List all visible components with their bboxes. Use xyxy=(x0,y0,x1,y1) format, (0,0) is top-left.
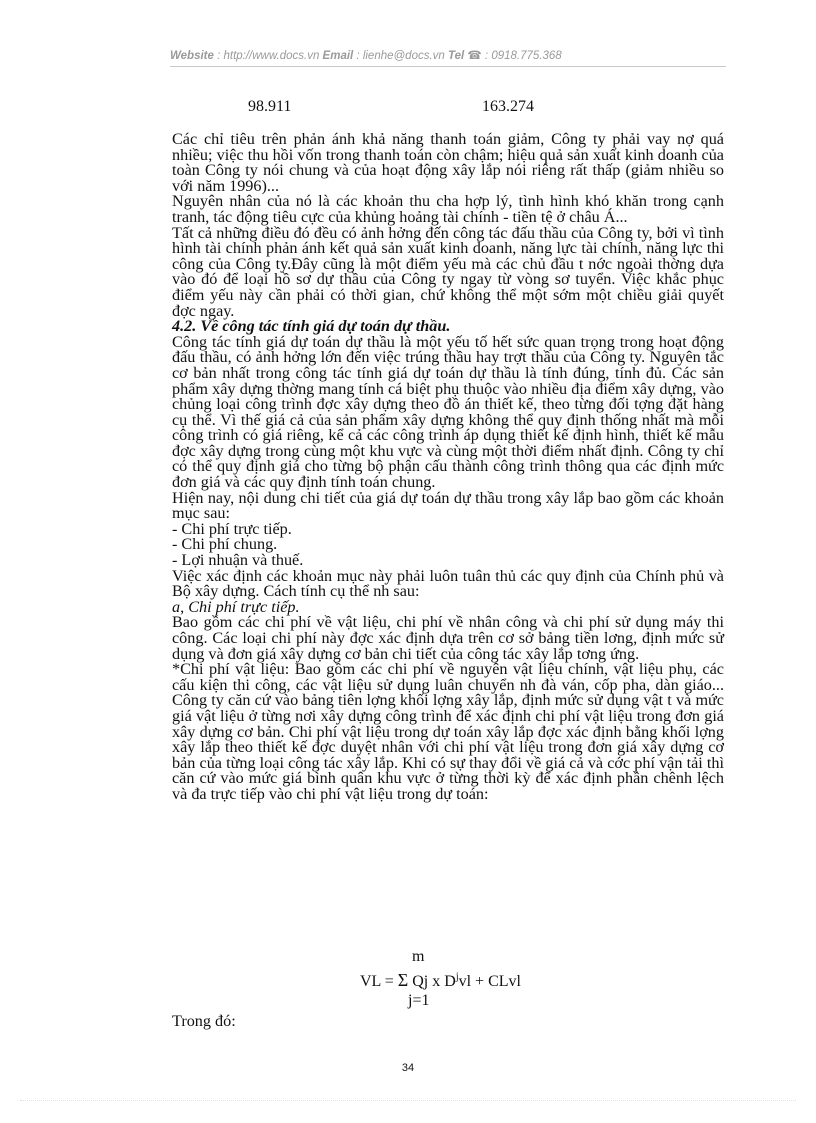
formula-term: Qj x D xyxy=(408,973,456,990)
formula-lower-limit: j=1 xyxy=(408,992,430,1009)
value-right: 163.274 xyxy=(482,98,534,115)
formula xyxy=(360,948,620,1018)
formula-main xyxy=(360,970,521,991)
paragraph: Việc xác định các khoản mục này phải luôn tuân thủ các quy định của Chính phủ và Bộ xây dựng. Cách tính cụ thể nh sau: xyxy=(172,566,724,601)
paragraph: Tất cả những điều đó đều có ảnh hởng đến công tác đấu thầu của Công ty, bởi vì tình hình tài chính phản ánh kết quả sản xuất kinh doanh, năng lực tài chính, năng lực thi công của Công ty.Đây cũng là một điểm yếu mà các chủ đầu t nớc ngoài thờng dựa vào đó để loại hồ sơ dự thầu của Công ty ngay từ vòng sơ tuyển. Việc khắc phục điểm yếu này cần phải có thời gian, chứ không thể một sớm một chiều giải quyết đợc ngay. xyxy=(172,223,724,320)
formula-upper-limit: m xyxy=(412,948,425,965)
document-body xyxy=(172,132,724,803)
page-header xyxy=(170,48,726,64)
website-value: : http://www.docs.vn xyxy=(213,50,323,62)
header-divider xyxy=(170,66,726,67)
paragraph: Hiện nay, nội dung chi tiết của giá dự toán dự thầu trong xây lắp bao gồm các khoản mục sau: xyxy=(172,488,724,523)
website-label: Website xyxy=(170,50,214,62)
page-number: 34 xyxy=(401,1062,415,1074)
value-left: 98.911 xyxy=(248,98,292,115)
footer-divider xyxy=(20,1100,796,1101)
paragraph: Công tác tính giá dự toán dự thầu là một yếu tố hết sức quan trọng trong hoạt động đấu thầu, có ảnh hởng lớn đến việc trúng thầu hay trợt thầu của Công ty. Nguyên tắc cơ bản nhất trong công tác tính giá dự toán dự thầu là tính đúng, tính đủ. Các sản phẩm xây dựng thờng mang tính cá biệt phụ thuộc vào nhiều địa điểm xây dựng, vào chủng loại công trình đợc xây dựng theo đồ án thiết kế, theo từng đối tợng đặt hàng cụ thể. Vì thế giá cả của sản phẩm xây dựng không thể quy định thống nhất mà mỗi công trình có giá riêng, kể cả các công trình áp dụng thiết kế định hình, thiết kế mẫu đợc xây dựng trong cùng một khu vực và cùng một thời điểm nhất định. Công ty chỉ có thể quy định giá cho từng bộ phận cấu thành công trình thông qua các định mức đơn giá và các quy định tính toán chung. xyxy=(172,332,724,492)
paragraph: Bao gồm các chi phí về vật liệu, chi phí về nhân công và chi phí sử dụng máy thi công. Các loại chi phí này đợc xác định dựa trên cơ sở bảng tiền lơng, định mức sử dụng và đơn giá xây dựng cơ bản chi tiết của công tác xây lắp tơng ứng. xyxy=(172,613,724,663)
tel-value: ☎ : 0918.775.368 xyxy=(464,50,562,62)
formula-superscript: j xyxy=(455,971,459,983)
section-heading: 4.2. Về công tác tính giá dự toán dự thầu. xyxy=(172,317,451,336)
subheading: a, Chi phí trực tiếp. xyxy=(172,597,300,616)
paragraph: Nguyên nhân của nó là các khoản thu cha hợp lý, tình hình khó khăn trong cạnh tranh, tác động tiêu cực của khủng hoảng tài chính - tiền tệ ở châu Á... xyxy=(172,192,724,226)
list-item: - Chi phí trực tiếp. xyxy=(172,519,292,538)
trong-do-label: Trong đó: xyxy=(172,1012,236,1030)
formula-sigma: Σ xyxy=(397,970,409,990)
email-label: Email xyxy=(322,50,354,62)
list-item: - Chi phí chung. xyxy=(172,535,278,554)
formula-rest: vl + CLvl xyxy=(458,973,521,990)
paragraph: *Chi phí vật liệu: Bao gồm các chi phí về nguyên vật liệu chính, vật liệu phụ, các cấu kiện thi công, các vật liệu sử dụng luân chuyển nh đà ván, cốp pha, dàn giáo... Công ty căn cứ vào bảng tiên lợng khối lợng xây lắp, định mức sử dụng vật t và mức giá vật liệu ở từng nơi xây dựng công trình để xác định chi phí vật liệu trong đơn giá xây dựng cơ bản. Chi phí vật liệu trong dự toán xây lắp đợc xác định bằng khối lợng xây lắp theo thiết kế đợc duyệt nhân với chi phí vật liệu trong đơn giá xây dựng cơ bản của từng loại công tác xây lắp. Khi có sự thay đổi về giá cả và cớc phí vận tải thì căn cứ vào mức giá bình quân khu vực ở từng thời kỳ để xác định phần chênh lệch và đa trực tiếp vào chi phí vật liệu trong dự toán: xyxy=(172,660,724,803)
paragraph: Các chỉ tiêu trên phản ánh khả năng thanh toán giảm, Công ty phải vay nợ quá nhiều; việc thu hồi vốn trong thanh toán còn chậm; hiệu quả sản xuất kinh doanh của toàn Công ty nói chung và của hoạt động xây lắp nói riêng rất thấp (giảm nhiều so với năm 1996)... xyxy=(172,130,724,195)
email-value: : lienhe@docs.vn xyxy=(353,50,449,62)
tel-label: Tel xyxy=(448,50,465,62)
formula-lhs: VL = xyxy=(360,973,398,990)
list-item: - Lợi nhuận và thuế. xyxy=(172,551,304,570)
